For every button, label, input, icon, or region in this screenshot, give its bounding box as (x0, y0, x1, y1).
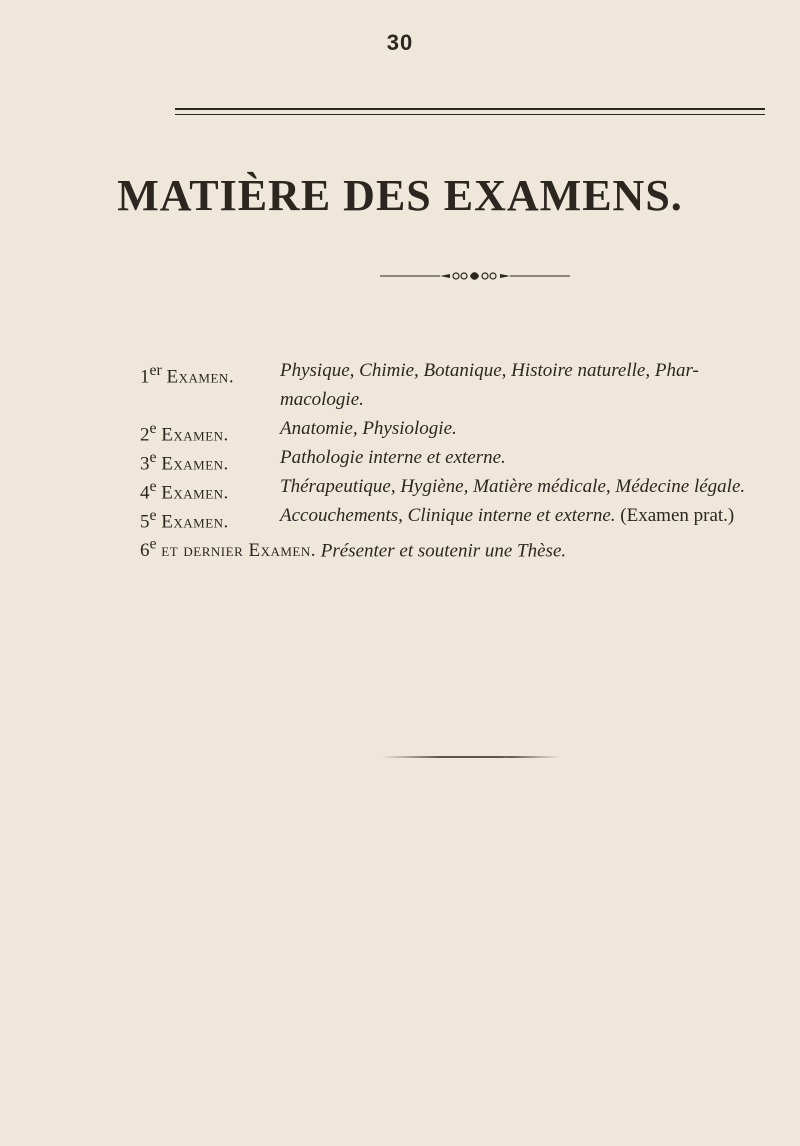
exam-subjects: Présenter et soutenir une Thèse. (320, 540, 567, 562)
exam-item (140, 414, 780, 446)
exam-list (140, 356, 780, 565)
exam-item (140, 472, 780, 504)
exam-ordinal: 1 (140, 366, 150, 388)
closing-rule (380, 755, 560, 759)
exam-subjects: Anatomie, Physiologie. (280, 418, 457, 439)
exam-subjects: Accouchements, Clinique interne et externe. (280, 505, 616, 526)
exam-ordinal: 3 (140, 453, 150, 475)
exam-subjects: Pathologie interne et externe. (280, 447, 506, 468)
exam-note: (Examen prat.) (620, 505, 735, 526)
exam-item (140, 443, 780, 475)
exam-label-text: Examen. (161, 511, 229, 533)
exam-subjects: Thérapeutique, Hygiène, Matière médicale, Médecine légale. (280, 476, 746, 497)
exam-subjects-continued: macologie. (280, 389, 364, 410)
exam-label-text: Examen. (161, 424, 229, 446)
exam-item (140, 501, 780, 533)
exam-ordinal-suffix: e (149, 536, 157, 553)
exam-subjects: Physique, Chimie, Botanique, Histoire naturelle, Phar- (280, 360, 699, 381)
exam-label-text: Examen. (161, 453, 229, 475)
exam-item (140, 356, 780, 414)
exam-label-text: et dernier Examen. (161, 540, 317, 562)
page-title: MATIÈRE DES EXAMENS. (117, 171, 683, 220)
exam-label-text: Examen. (161, 482, 229, 504)
exam-ordinal: 5 (140, 511, 150, 533)
exam-label (140, 356, 234, 391)
exam-ordinal-suffix: e (149, 420, 157, 437)
exam-item (140, 530, 780, 565)
page-number: 30 (386, 30, 414, 55)
exam-ordinal-suffix: er (149, 362, 162, 379)
exam-ordinal-suffix: e (149, 507, 157, 524)
exam-ordinal-suffix: e (149, 449, 157, 466)
exam-ordinal-suffix: e (149, 478, 157, 495)
exam-ordinal: 6 (140, 540, 150, 562)
ornament-divider (380, 270, 570, 282)
exam-ordinal: 2 (140, 424, 150, 446)
header-double-rule (175, 108, 765, 115)
exam-ordinal: 4 (140, 482, 150, 504)
exam-label-text: Examen. (166, 366, 235, 388)
exam-label (140, 536, 321, 562)
